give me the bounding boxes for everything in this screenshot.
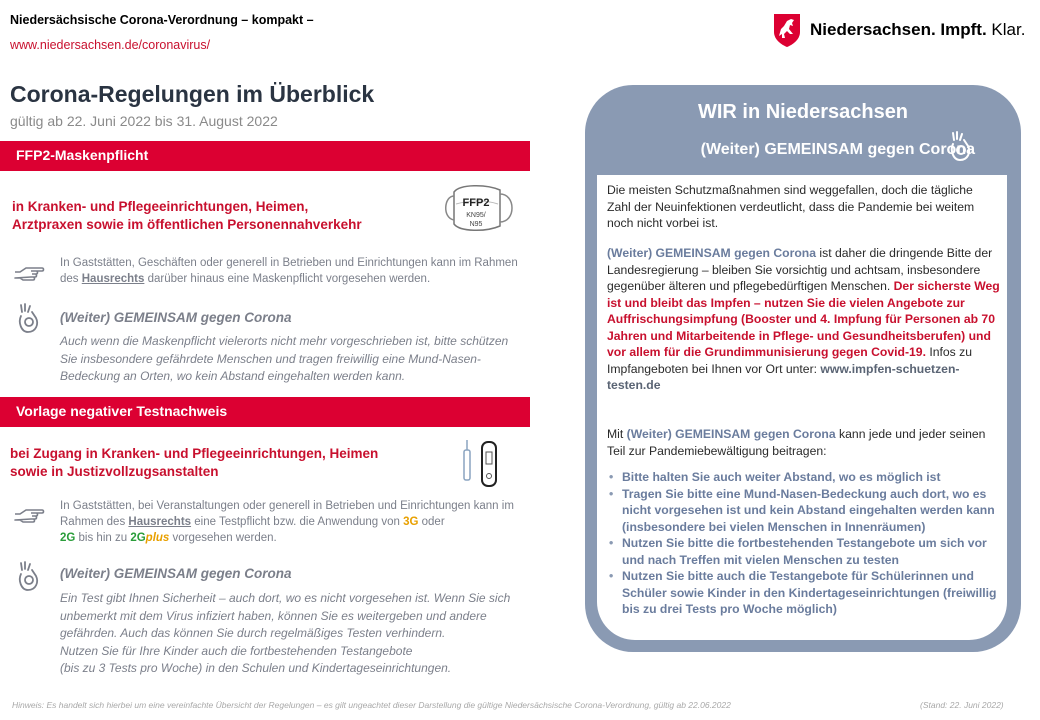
document-header-title: Niedersächsische Corona-Verordnung – kompakt – <box>10 13 314 27</box>
mask-sub1: KN95/ <box>466 212 486 219</box>
panel-title: WIR in Niedersachsen <box>697 101 909 123</box>
ffp2-mask-icon <box>440 182 518 234</box>
rule-2g: 2G <box>60 532 76 544</box>
page-title: Corona-Regelungen im Überblick <box>10 81 375 107</box>
panel-subtitle: (Weiter) GEMEINSAM gegen Corona <box>700 141 975 158</box>
validity-period: gültig ab 22. Juni 2022 bis 31. August 2022 <box>10 113 278 129</box>
footer-stand: (Stand: 22. Juni 2022) <box>920 700 1004 710</box>
list-item: • Nutzen Sie bitte auch die Testangebote für Schülerinnen und Schüler sowie Kinder in den Kindertageseinrichtungen (freiwillig bis zu drei Tests pro Woche möglich) <box>607 568 1007 618</box>
test-kit-icon <box>462 438 500 488</box>
panel-appeal: (Weiter) GEMEINSAM gegen Corona ist daher die dringende Bitte der Landesregierung – bleiben Sie vorsichtig und achtsam, insbesondere gegenüber älteren und pflegebedürftigen Menschen. Der sicherste Weg ist und bleibt das Impfen – nutzen Sie die vielen Angebote zur Auffrischungsimpfung (Booster und 4. Impfung für Personen ab 70 Jahren und Mitarbeitende in Pflege- und Gesundheitsberufen) und vor allem für die Grundimmunisierung gegen Covid-19. Infos zu Impfangeboten bei Ihnen vor Ort unter: www.impfen-schuetzen-testen.de <box>607 246 1000 392</box>
test-hausrecht-text: In Gaststätten, bei Veranstaltungen oder generell in Betrieben und Einrichtungen kann im Rahmen des Hausrechts eine Testpflicht bzw. die Anwendung von 3G oder 2G bis hin zu 2Gplus vorgesehen werden. <box>60 500 514 544</box>
list-item: • Bitte halten Sie auch weiter Abstand, wo es möglich ist <box>607 469 1007 486</box>
gemeinsam-heading-mask: (Weiter) GEMEINSAM gegen Corona <box>60 310 292 325</box>
rule-2gplus: 2G <box>130 532 146 544</box>
test-requirement-text: bei Zugang in Kranken- und Pflegeeinrichtungen, Heimen sowie in Justizvollzugsanstalten <box>10 446 379 479</box>
niedersachsen-horse-icon <box>772 12 802 48</box>
ok-hand-icon <box>12 560 46 594</box>
vaccination-link[interactable]: www.impfen-schuetzen-testen.de <box>607 361 960 392</box>
section-bar-mask: FFP2-Maskenpflicht <box>0 141 530 171</box>
panel-bullet-list <box>607 469 1007 618</box>
rule-3g: 3G <box>403 516 419 528</box>
pointing-hand-icon <box>12 500 46 534</box>
list-item: • Nutzen Sie bitte die fortbestehenden Testangebote um sich vor und nach Treffen mit vielen Menschen zu testen <box>607 535 1007 568</box>
gemeinsam-heading-test: (Weiter) GEMEINSAM gegen Corona <box>60 566 292 581</box>
mask-hausrecht-text: In Gaststätten, Geschäften oder generell in Betrieben und Einrichtungen kann im Rahmen des Hausrechts darüber hinaus eine Maskenpflicht vorgesehen werden. <box>60 257 518 285</box>
hausrecht-term: Hausrechts <box>81 273 145 285</box>
gemeinsam-text-test: Ein Test gibt Ihnen Sicherheit – auch dort, wo es nicht vorgesehen ist. Wenn Sie sich unbemerkt mit dem Virus infiziert haben, können Sie es weitergeben und andere gefährden. Auch das können Sie durch regelmäßiges Testen verhindern. Nutzen Sie für Ihre Kinder auch die fortbestehenden Testangebote (bis zu 3 Tests pro Woche) in den Schulen und Kindertageseinrichtungen. <box>60 591 511 675</box>
section-bar-test: Vorlage negativer Testnachweis <box>0 397 530 427</box>
footer-note: Hinweis: Es handelt sich hierbei um eine vereinfachte Übersicht der Regelungen – es gilt ungeachtet dieser Darstellung die gültige Niedersächsische Corona-Verordnung, gültig ab 22.06.2022 <box>12 700 731 710</box>
panel-contribution: Mit (Weiter) GEMEINSAM gegen Corona kann jede und jeder seinen Teil zur Pandemiebewältigung beitragen: <box>607 427 986 458</box>
brand-logo <box>772 10 1025 50</box>
panel-intro: Die meisten Schutzmaßnahmen sind weggefallen, doch die tägliche Zahl der Neuinfektionen verdeutlicht, dass die Pandemie bei weitem noch nicht vorbei ist. <box>607 183 975 230</box>
ok-hand-icon <box>944 130 978 164</box>
mask-requirement-text: in Kranken- und Pflegeeinrichtungen, Heimen, Arztpraxen sowie im öffentlichen Personennahverkehr <box>12 199 362 232</box>
gemeinsam-text-mask: Auch wenn die Maskenpflicht vielerorts nicht mehr vorgeschrieben ist, bitte schützen Sie insbesondere gefährdete Menschen und tragen freiwillig eine Mund-Nasen-Bedeckung an Orten, wo kein Abstand eingehalten werden kann. <box>60 334 509 383</box>
list-item: • Tragen Sie bitte eine Mund-Nasen-Bedeckung auch dort, wo es nicht vorgesehen ist und kein Abstand eingehalten werden kann (insbesondere bei vielen Menschen in Innenräumen) <box>607 486 1007 536</box>
hausrecht-term: Hausrechts <box>128 516 192 528</box>
mask-label: FFP2 <box>462 197 490 209</box>
website-link[interactable]: www.niedersachsen.de/coronavirus/ <box>10 38 211 52</box>
brand-slogan: Niedersachsen. Impft. Klar. <box>810 20 1026 39</box>
mask-sub2: N95 <box>469 221 483 228</box>
pointing-hand-icon <box>12 258 46 292</box>
ok-hand-icon <box>12 302 46 336</box>
